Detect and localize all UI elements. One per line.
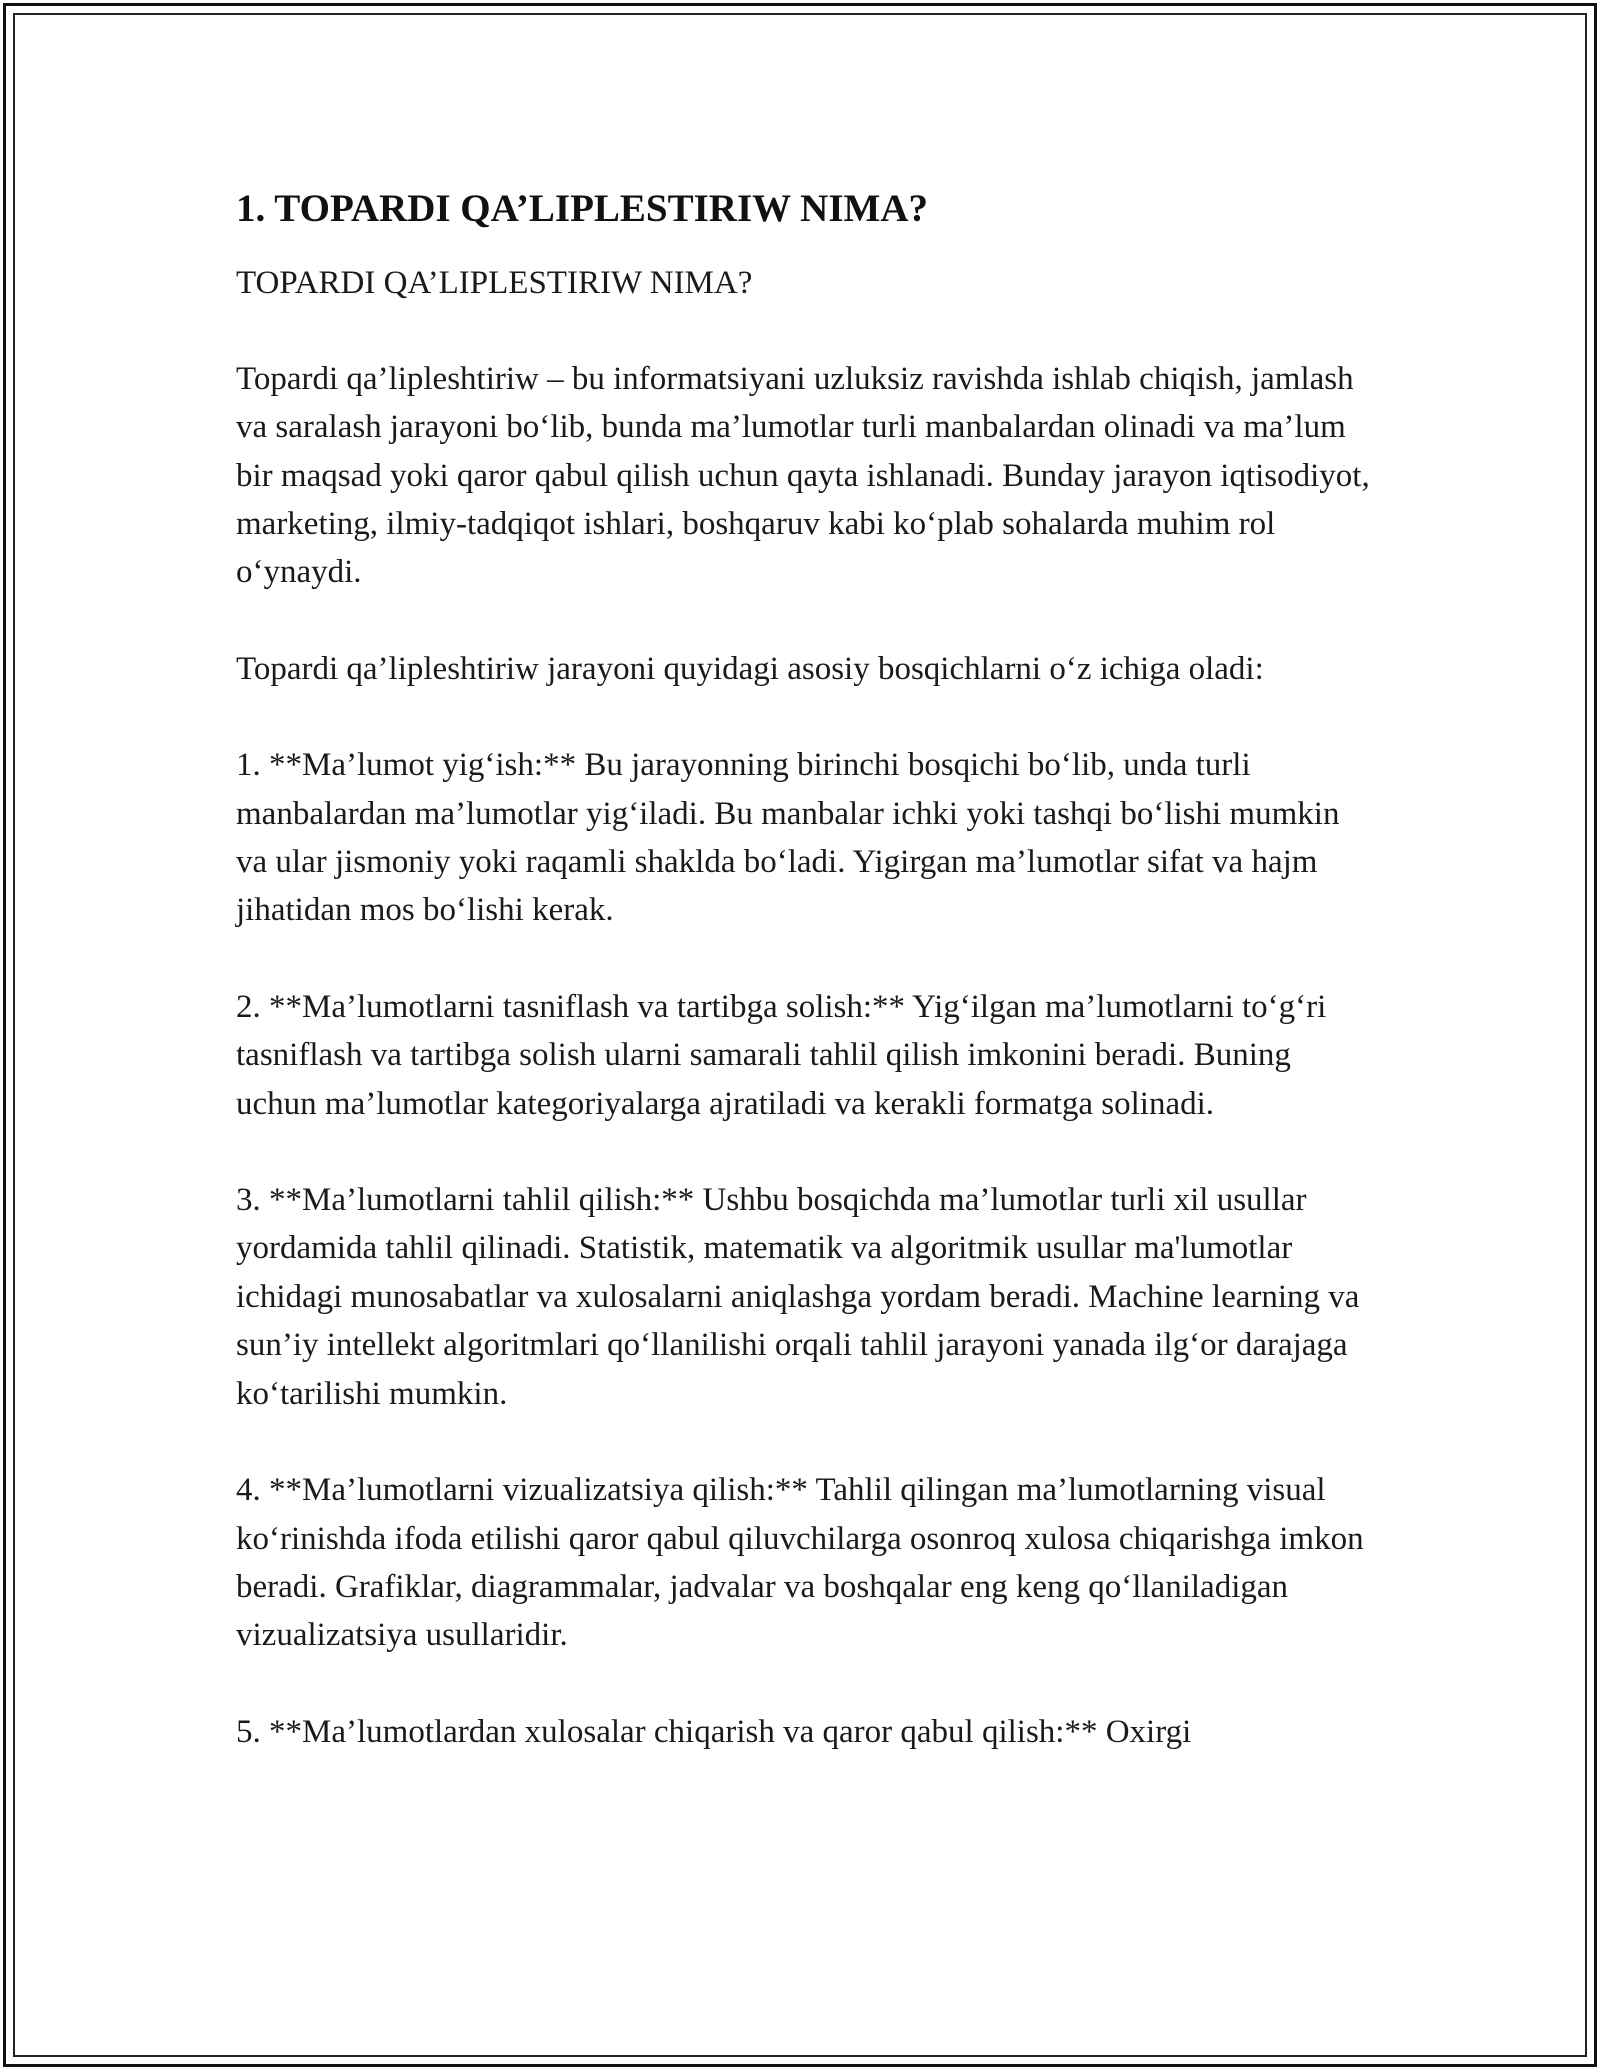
paragraph-intro: Topardi qa’lipleshtiriw – bu informatsiyani uzluksiz ravishda ishlab chiqish, jamlash va saralash jarayoni bo‘lib, bunda ma’lumotlar turli manbalardan olinadi va ma’lum bir maqsad yoki qaror qabul qilish uchun qayta ishlanadi. Bunday jarayon iqtisodiyot, marketing, ilmiy-tadqiqot ishlari, boshqaruv kabi ko‘plab sohalarda muhim rol o‘ynaydi. [236, 360, 1370, 591]
paragraph-step-2: 2. **Ma’lumotlarni tasniflash va tartibga solish:** Yig‘ilgan ma’lumotlarni to‘g‘ri tasniflash va tartibga solish ularni samarali tahlil qilish imkonini beradi. Buning uchun ma’lumotlar kategoriyalarga ajratiladi va kerakli formatga solinadi. [236, 988, 1327, 1122]
paragraph-step-5: 5. **Ma’lumotlardan xulosalar chiqarish va qaror qabul qilish:** Oxirgi [236, 1713, 1192, 1750]
paragraph-step-1: 1. **Ma’lumot yig‘ish:** Bu jarayonning birinchi bosqichi bo‘lib, unda turli manbalardan ma’lumotlar yig‘iladi. Bu manbalar ichki yoki tashqi bo‘lishi mumkin va ular jismoniy yoki raqamli shaklda bo‘ladi. Yigirgan ma’lumotlar sifat va hajm jihatidan mos bo‘lishi kerak. [236, 747, 1340, 929]
paragraph-step-3: 3. **Ma’lumotlarni tahlil qilish:** Ushbu bosqichda ma’lumotlar turli xil usullar yordamida tahlil qilinadi. Statistik, matematik va algoritmik usullar ma'lumotlar ichidagi munosabatlar va xulosalarni aniqlashga yordam beradi. Machine learning va sun’iy intellekt algoritmlari qo‘llanilishi orqali tahlil jarayoni yanada ilg‘or darajaga ko‘tarilishi mumkin. [236, 1182, 1360, 1412]
document-body [236, 186, 1376, 1756]
document-heading: 1. TOPARDI QA’LIPLESTIRIW NIMA? [236, 187, 929, 230]
document-subheading: TOPARDI QA’LIPLESTIRIW NIMA? [236, 264, 753, 301]
paragraph-stages-lead: Topardi qa’lipleshtiriw jarayoni quyidagi asosiy bosqichlarni o‘z ichiga oladi: [236, 650, 1264, 687]
paragraph-step-4: 4. **Ma’lumotlarni vizualizatsiya qilish:** Tahlil qilingan ma’lumotlarning visual ko‘rinishda ifoda etilishi qaror qabul qiluvchilarga osonroq xulosa chiqarishga imkon beradi. Grafiklar, diagrammalar, jadvalar va boshqalar eng keng qo‘llaniladigan vizualizatsiya usullaridir. [236, 1472, 1364, 1654]
